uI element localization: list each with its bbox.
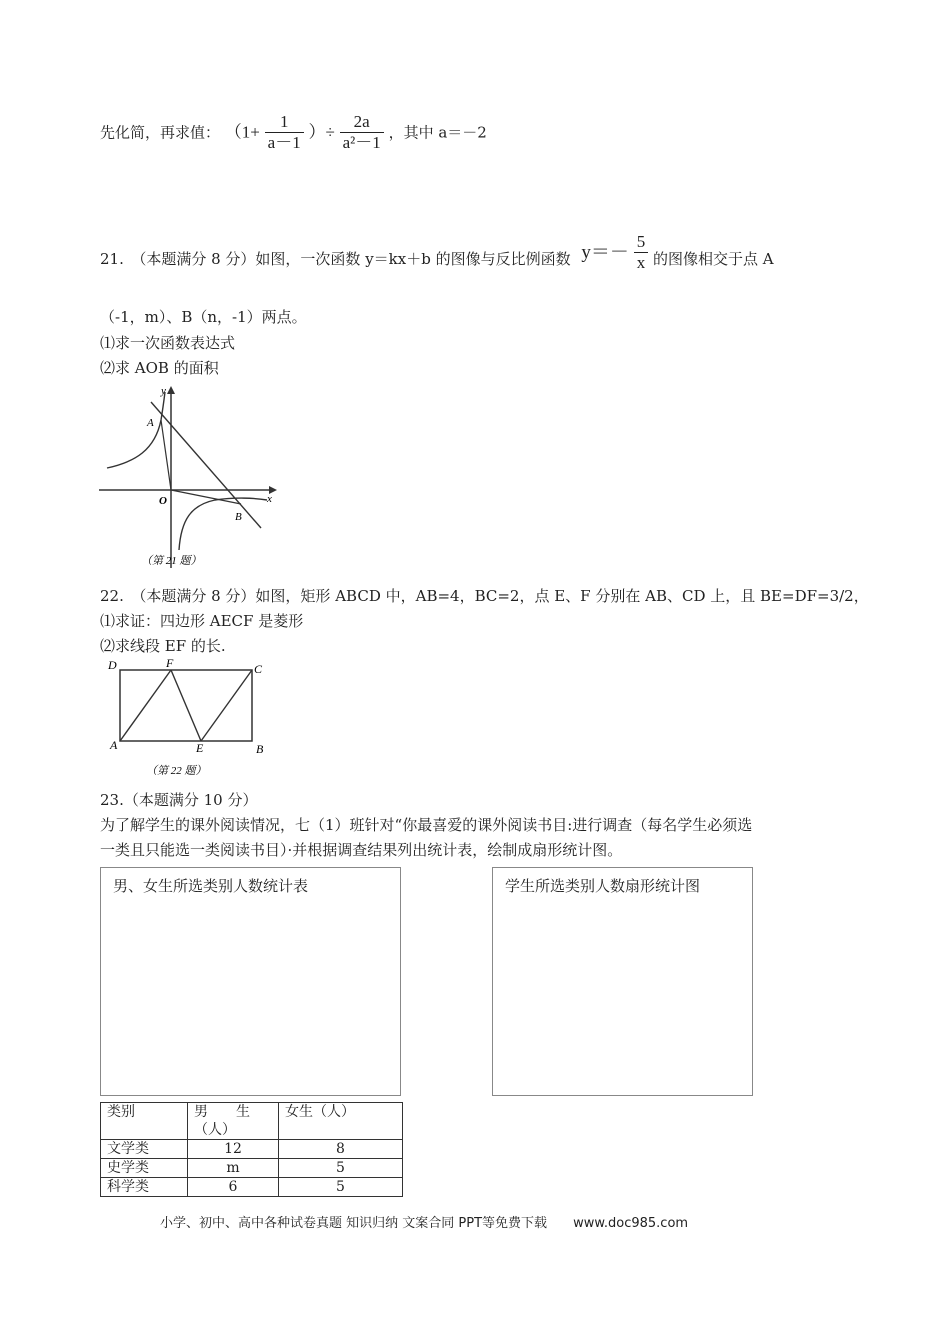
q21-part1: ⑴求一次函数表达式 [100,334,236,352]
footer-url[interactable]: www.doc985.com [573,1216,689,1231]
q21-part2: ⑵求 AOB 的面积 [100,359,219,377]
q21-y-arrow-icon [167,386,175,394]
table-cell: 5 [279,1159,403,1178]
q22-segment-fe [171,670,201,741]
table-cell: 5 [279,1178,403,1197]
table-row [101,1159,403,1178]
table-cell: 8 [279,1140,403,1159]
stats-table [100,1102,403,1197]
q20-line [100,112,487,153]
q22-part2: ⑵求线段 EF 的长. [100,637,226,655]
q22-label-e: E [196,741,204,755]
q21-label-o: O [159,495,167,507]
q21-func-denominator: x [636,253,646,272]
q22-part1: ⑴求证：四边形 AECF 是菱形 [100,612,304,630]
q20-fraction-1 [265,112,304,153]
q22-label-b: B [256,742,264,756]
table-cell: 史学类 [101,1159,188,1178]
stats-table-box-title: 男、女生所选类别人数统计表 [113,877,309,895]
footer-text: 小学、初中、高中各种试卷真题 知识归纳 文案合同 PPT等免费下载 [160,1216,548,1231]
q21-label-a: A [147,417,154,429]
q21-line1-prefix: 21. （本题满分 8 分）如图，一次函数 y＝kx＋b 的图像与反比例函数 [100,250,571,268]
stats-table-box [100,867,401,1096]
q22-line1: 22. （本题满分 8 分）如图，矩形 ABCD 中，AB=4，BC=2，点 E、F 分别在 AB、CD 上，且 BE=DF=3/2， [100,587,869,605]
table-header-row [101,1103,403,1140]
q23-title: 23.（本题满分 10 分） [100,791,258,809]
table-row [101,1140,403,1159]
pie-chart-box-title: 学生所选类别人数扇形统计图 [505,877,701,895]
q22-figure [100,655,280,780]
footer [160,1212,688,1231]
q22-label-f: F [166,656,174,670]
q22-label-a: A [110,738,118,752]
q20-fraction-2 [340,112,384,153]
q21-func-lhs: y＝－ [581,241,629,263]
q22-label-d: D [108,658,117,672]
table-cell: m [188,1159,279,1178]
q22-segment-af [120,670,171,741]
table-header-cell: 类别 [101,1103,188,1140]
table-header-cell: 女生（人） [279,1103,403,1140]
table-cell: 6 [188,1178,279,1197]
q21-line1 [100,232,774,273]
pie-chart-box [492,867,753,1096]
table-header-cell: 男 生（人） [188,1103,279,1140]
q21-figure [95,380,285,572]
q21-label-y: y [161,385,166,397]
q21-func-numerator: 5 [634,232,649,253]
q20-prefix: 先化简，再求值： [100,123,221,142]
q20-mid: ）÷ [308,122,335,142]
q21-segment-oa [161,420,171,490]
q22-label-c: C [254,662,263,676]
q20-frac2-denominator: a²－1 [342,133,381,152]
q22-segment-ec [201,670,252,741]
q20-frac1-numerator: 1 [265,112,304,133]
q21-line1-suffix: 的图像相交于点 A [652,250,774,268]
q21-hyperbola-lower [179,498,267,550]
q23-line1: 为了解学生的课外阅读情况，七（1）班针对“你最喜爱的课外阅读书目:进行调查（每名学生必须选 [100,816,753,834]
q20-frac2-numerator: 2a [340,112,384,133]
q21-label-b: B [235,511,242,523]
table-cell: 文学类 [101,1140,188,1159]
q21-func-fraction [634,232,649,273]
q21-caption: （第 21 题） [141,555,202,567]
q21-label-x: x [267,493,272,505]
q23-line2: 一类且只能选一类阅读书目）·并根据调查结果列出统计表，绘制成扇形统计图。 [100,841,623,859]
table-cell: 12 [188,1140,279,1159]
q21-hyperbola-upper [107,392,165,468]
q20-frac1-denominator: a－1 [267,133,301,152]
q22-caption: （第 22 题） [146,765,207,777]
q21-line2: （-1，m）、B（n，-1）两点。 [100,308,307,326]
q20-open: （1+ [224,122,260,142]
table-cell: 科学类 [101,1178,188,1197]
q20-suffix: ，其中 a＝－2 [388,123,487,142]
table-row [101,1178,403,1197]
